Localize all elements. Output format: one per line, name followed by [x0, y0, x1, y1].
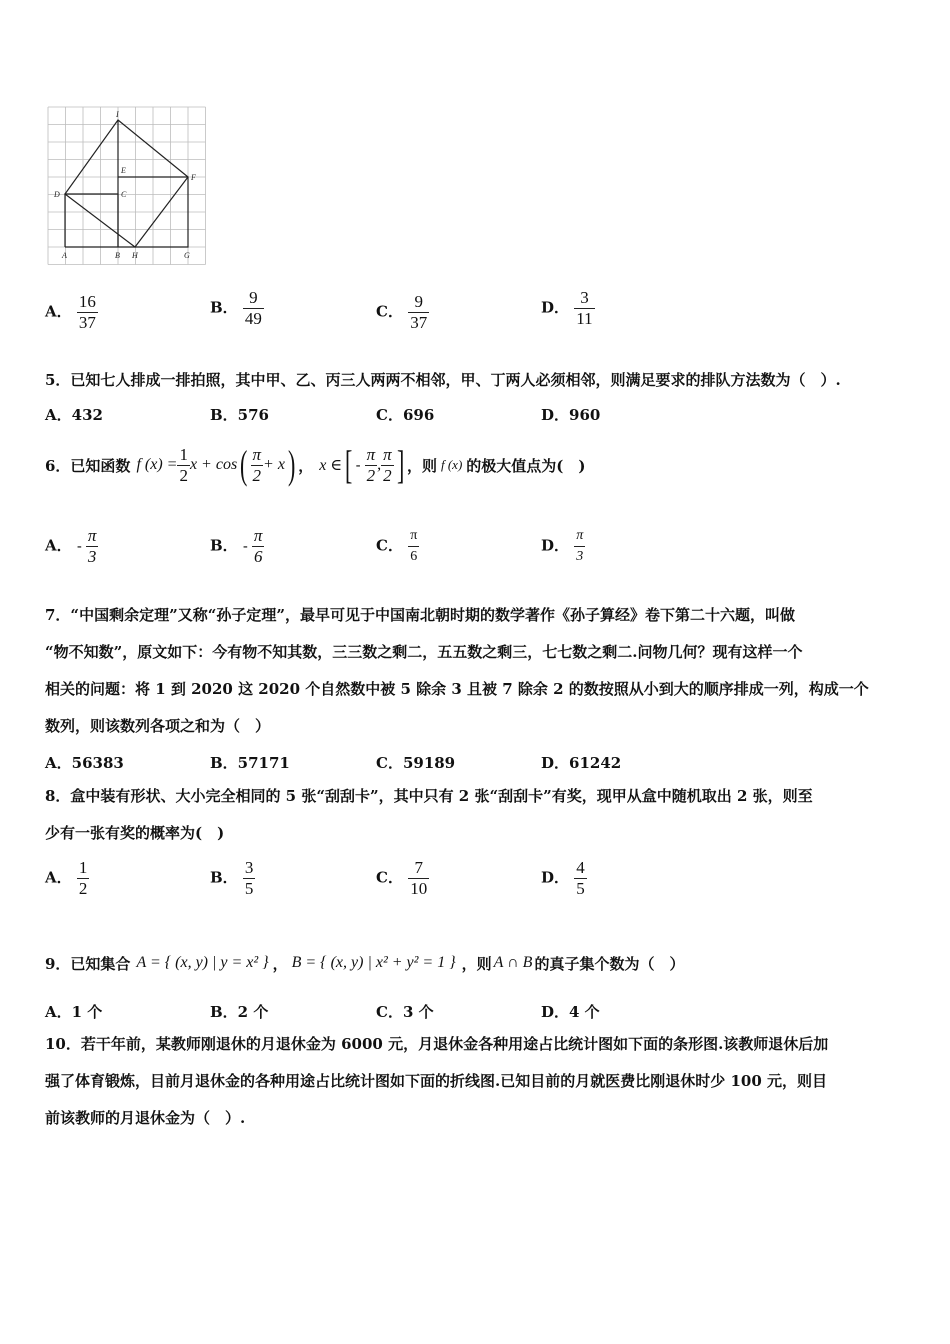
q5-option-c: C．696	[376, 406, 435, 424]
q4-option-c: C． $\frac{9}{37}$	[376, 292, 428, 332]
q7-line-4: 数列，则该数列各项之和为（ ）	[45, 717, 271, 735]
q7-option-c: C．59189	[376, 754, 456, 772]
frac-num: 3	[574, 288, 594, 309]
frac-num: 9	[408, 292, 429, 313]
q7-option-b: B．57171	[210, 754, 290, 772]
q7-line-2: “物不知数”，原文如下：今有物不知其数，三三数之剩二，五五数之剩三，七七数之剩二.问物几何？现有这样一个	[45, 643, 803, 661]
q5-option-b: B．576	[210, 406, 269, 424]
label-F: F	[191, 173, 196, 182]
q7-line-1: 7．“中国剩余定理”又称“孙子定理”，最早可见于中国南北朝时期的数学著作《孙子算经》卷下第二十六题，叫做	[45, 606, 795, 624]
q9-option-b: B．2 个	[210, 1003, 269, 1021]
label-A: A	[62, 251, 67, 260]
q8-option-c: C． $\frac{7}{10}$	[376, 858, 428, 898]
frac-den: 49	[244, 309, 262, 328]
geometry-grid-figure	[40, 100, 220, 270]
frac-num: 9	[243, 288, 264, 309]
q4-option-a: A． $\frac{16}{37}$	[45, 292, 96, 332]
q7-option-a: A．56383	[45, 754, 124, 772]
q8-line-2: 少有一张有奖的概率为( )	[45, 824, 225, 842]
q6-option-b: B． - $\frac{\pi}{6}$	[210, 526, 263, 566]
label-D: D	[54, 190, 60, 199]
q5-option-a: A．432	[45, 406, 103, 424]
q9-option-a: A．1 个	[45, 1003, 103, 1021]
q4-option-b: B． $\frac{9}{49}$	[210, 288, 262, 328]
label-G: G	[184, 251, 190, 260]
q7-option-d: D．61242	[541, 754, 622, 772]
frac-den: 11	[576, 309, 593, 328]
frac-num: 16	[78, 292, 96, 311]
q10-line-2: 强了体育锻炼，目前月退休金的各种用途占比统计图如下面的折线图.已知目前的月就医费比刚退休时少 100 元，则目	[45, 1072, 827, 1090]
q8-option-d: D． $\frac{4}{5}$	[541, 858, 585, 898]
figure-lines	[65, 120, 188, 247]
q9-text: 9．已知集合 A = { (x, y) | y = x² } ， B = { (x, y) | x² + y² = 1 } ，则 A ∩ B 的真子集个数为（ ）	[45, 954, 685, 973]
q5-option-d: D．960	[541, 406, 601, 424]
q6-option-c: C． $\frac{\pi}{6}$	[376, 528, 418, 564]
q6-option-d: D． $\frac{\pi}{3}$	[541, 528, 584, 564]
label-H: H	[132, 251, 138, 260]
q10-line-1: 10．若干年前，某教师刚退休的月退休金为 6000 元，月退休金各种用途占比统计图如下面的条形图.该教师退休后加	[45, 1035, 829, 1053]
q9-option-d: D．4 个	[541, 1003, 600, 1021]
label-C: C	[121, 190, 127, 199]
q10-line-3: 前该教师的月退休金为（ ）.	[45, 1109, 246, 1127]
frac-den: 37	[410, 313, 428, 332]
q7-line-3: 相关的问题：将 1 到 2020 这 2020 个自然数中被 5 除余 3 且被 7 除余 2 的数按照从小到大的顺序排成一列，构成一个	[45, 680, 869, 698]
q4-option-d: D． $\frac{3}{11}$	[541, 288, 593, 328]
label-I: I	[116, 110, 119, 119]
q9-option-c: C．3 个	[376, 1003, 434, 1021]
q8-line-1: 8．盒中装有形状、大小完全相同的 5 张“刮刮卡”，其中只有 2 张“刮刮卡”有奖，现甲从盒中随机取出 2 张，则至	[45, 787, 813, 805]
label-E: E	[121, 166, 126, 175]
label-B: B	[115, 251, 120, 260]
q8-option-b: B． $\frac{3}{5}$	[210, 858, 254, 898]
frac-den: 37	[78, 313, 96, 332]
q8-option-a: A． $\frac{1}{2}$	[45, 858, 88, 898]
q6-text: 6．已知函数 f (x) = $\frac{1}{2}$ x + cos ( $\frac{\pi}{2}$ + x ) ， x ∈ [ - $\frac{\pi}{2}$ , $\frac{\pi}{2}$ ] ，则 f (x) 的极大值点为( )	[45, 442, 586, 487]
q5-text: 5．已知七人排成一排拍照，其中甲、乙、丙三人两两不相邻，甲、丁两人必须相邻，则满足要求的排队方法数为（ ）.	[45, 371, 841, 389]
q6-option-a: A． - $\frac{\pi}{3}$	[45, 526, 97, 566]
